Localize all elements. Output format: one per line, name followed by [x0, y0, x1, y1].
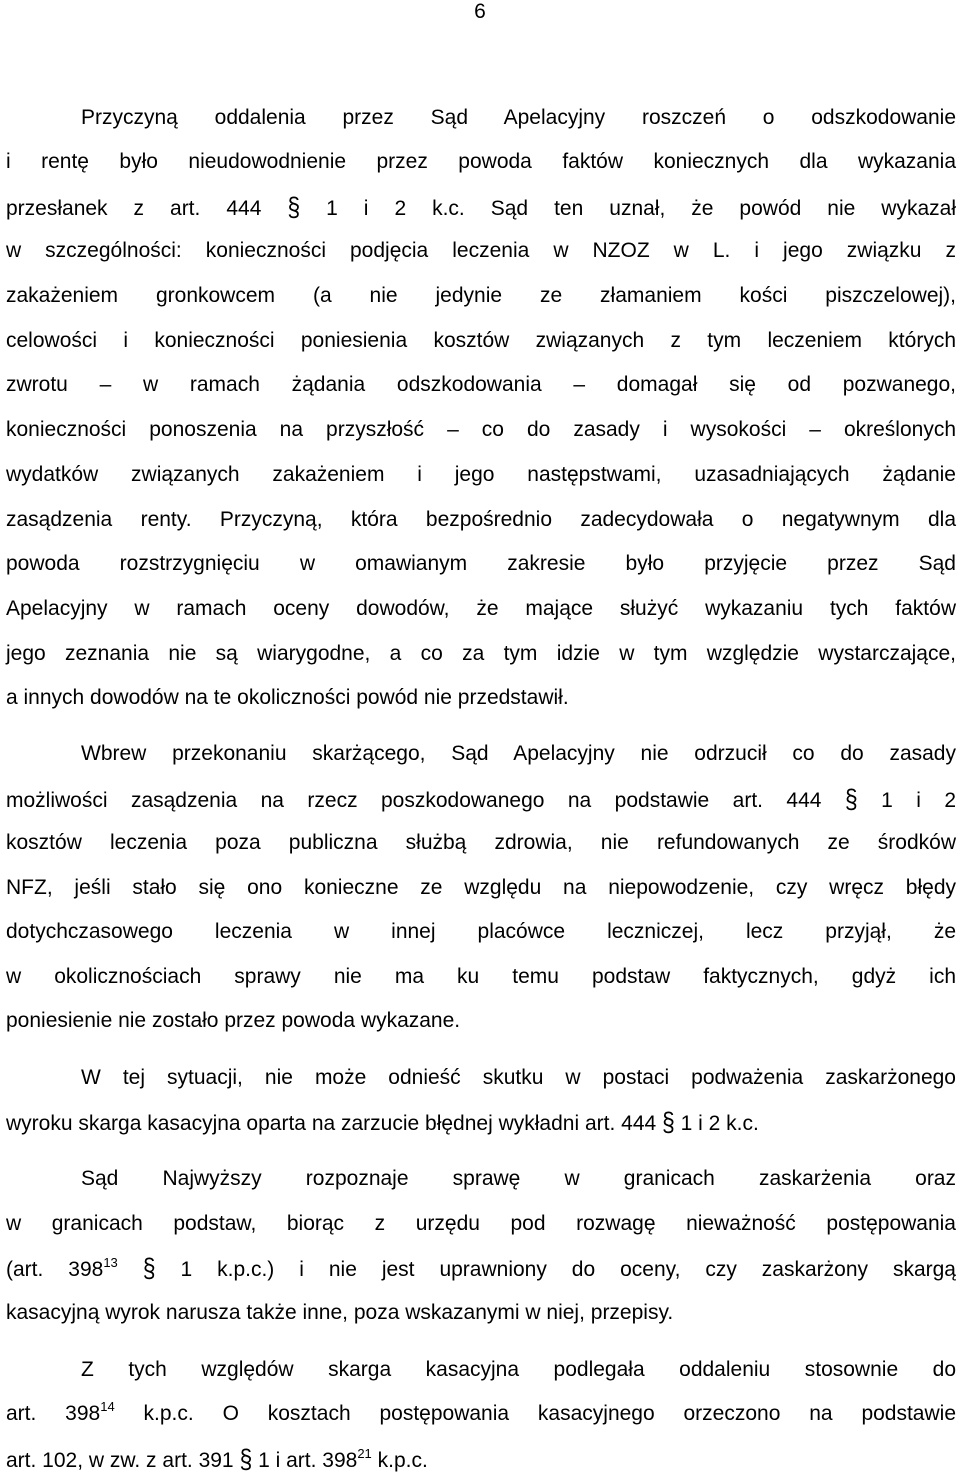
- text-line: wyroku skarga kasacyjna oparta na zarzucie błędnej wykładni art. 444 § 1 i 2 k.c.: [6, 1107, 759, 1137]
- text-line: art. 102, w zw. z art. 391 § 1 i art. $398^{21}$ k.p.c.: [6, 1444, 428, 1474]
- text-line: a innych dowodów na te okoliczności powód nie przedstawił.: [6, 686, 569, 709]
- text-line: W tej sytuacji, nie może odnieść skutku w postaci podważenia zaskarżonego: [81, 1066, 956, 1089]
- text-line: w granicach podstaw, biorąc z urzędu pod rozwagę nieważność postępowania: [6, 1212, 956, 1235]
- page-number: 6: [474, 0, 486, 23]
- text-line: Wbrew przekonaniu skarżącego, Sąd Apelacyjny nie odrzucił co do zasady: [81, 742, 956, 765]
- text-line: (art. $398^{13}$ § 1 k.p.c.) i nie jest uprawniony do oceny, czy zaskarżony skargą: [6, 1253, 956, 1283]
- text-line: konieczności ponoszenia na przyszłość – co do zasady i wysokości – określonych: [6, 418, 956, 441]
- text-line: jego zeznania nie są wiarygodne, a co za tym idzie w tym względzie wystarczające,: [6, 642, 956, 665]
- text-line: w szczególności: konieczności podjęcia leczenia w NZOZ w L. i jego związku z: [6, 239, 956, 262]
- text-line: NFZ, jeśli stało się ono konieczne ze względu na niepowodzenie, czy wręcz błędy: [6, 876, 956, 899]
- text-line: Sąd Najwyższy rozpoznaje sprawę w granicach zaskarżenia oraz: [81, 1167, 956, 1190]
- text-line: Apelacyjny w ramach oceny dowodów, że mające służyć wykazaniu tych faktów: [6, 597, 956, 620]
- text-line: kosztów leczenia poza publiczna służbą zdrowia, nie refundowanych ze środków: [6, 831, 956, 854]
- text-line: art. $398^{14}$ k.p.c. O kosztach postępowania kasacyjnego orzeczono na podstawie: [6, 1399, 957, 1425]
- text-line: Z tych względów skarga kasacyjna podlegała oddaleniu stosownie do: [81, 1358, 956, 1381]
- text-line: zasądzenia renty. Przyczyną, która bezpośrednio zadecydowała o negatywnym dla: [6, 508, 956, 531]
- text-line: i rentę było nieudowodnienie przez powoda faktów koniecznych dla wykazania: [6, 150, 956, 173]
- text-line: Przyczyną oddalenia przez Sąd Apelacyjny roszczeń o odszkodowanie: [81, 106, 956, 129]
- text-line: wydatków związanych zakażeniem i jego następstwami, uzasadniających żądanie: [6, 463, 956, 486]
- text-line: w okolicznościach sprawy nie ma ku temu podstaw faktycznych, gdyż ich: [6, 965, 956, 988]
- text-line: celowości i konieczności poniesienia kosztów związanych z tym leczeniem których: [6, 329, 956, 352]
- text-line: dotychczasowego leczenia w innej placówce leczniczej, lecz przyjął, że: [6, 920, 956, 943]
- text-line: możliwości zasądzenia na rzecz poszkodowanego na podstawie art. 444 § 1 i 2: [6, 784, 956, 814]
- text-line: zwrotu – w ramach żądania odszkodowania – domagał się od pozwanego,: [6, 373, 956, 396]
- text-line: przesłanek z art. 444 § 1 i 2 k.c. Sąd ten uznał, że powód nie wykazał: [6, 192, 956, 222]
- text-line: kasacyjną wyrok narusza także inne, poza wskazanymi w niej, przepisy.: [6, 1301, 674, 1324]
- text-line: poniesienie nie zostało przez powoda wykazane.: [6, 1009, 461, 1032]
- text-line: zakażeniem gronkowcem (a nie jedynie ze złamaniem kości piszczelowej),: [6, 284, 956, 307]
- text-line: powoda rozstrzygnięciu w omawianym zakresie było przyjęcie przez Sąd: [6, 552, 956, 575]
